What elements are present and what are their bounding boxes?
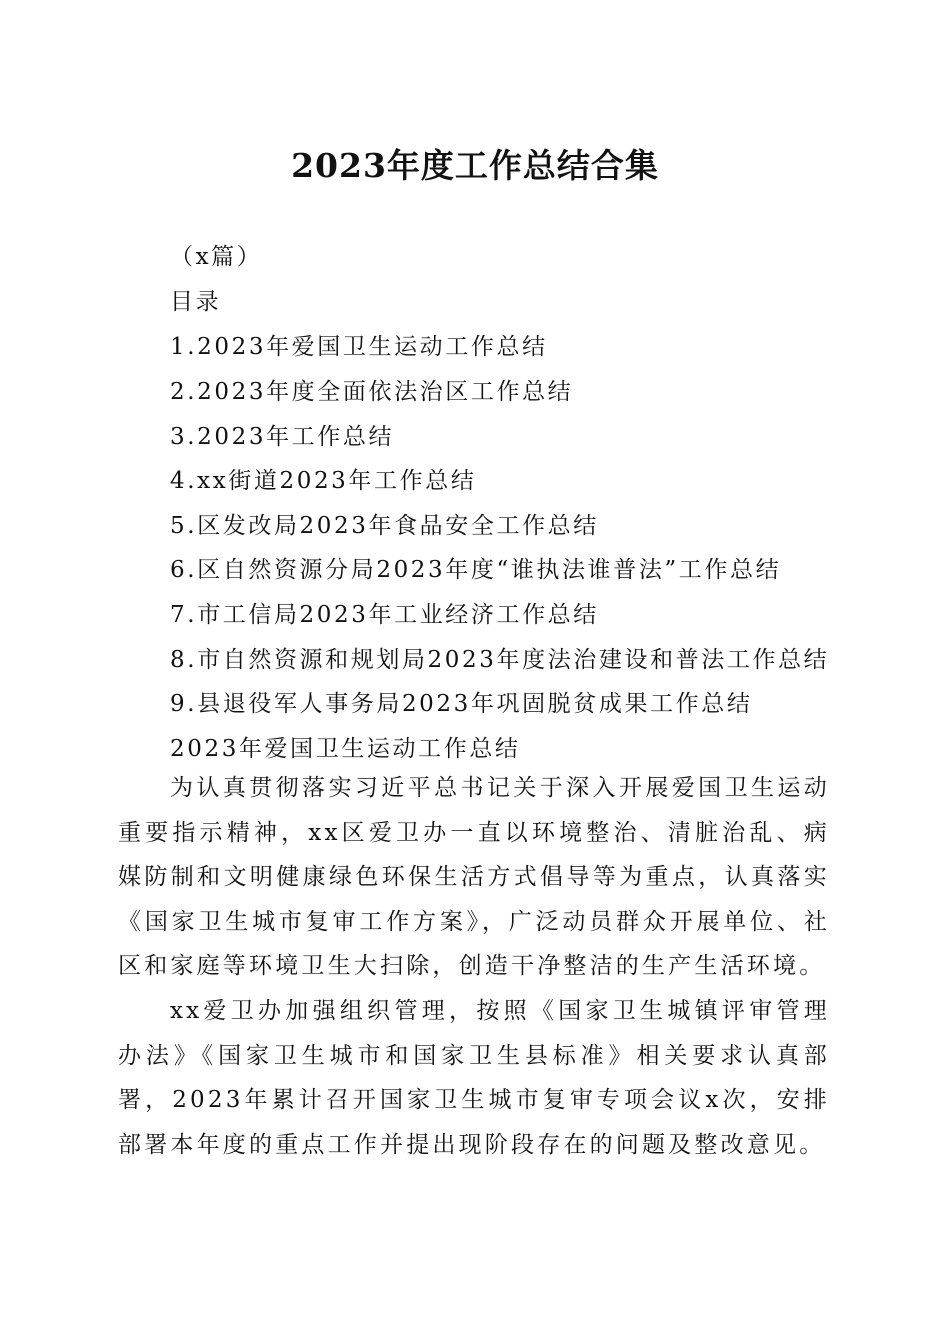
body-paragraph: xx爱卫办加强组织管理，按照《国家卫生城镇评审管理办法》《国家卫生城市和国家卫生县标准》相关要求认真部署，2023年累计召开国家卫生城市复审专项会议x次，安排部署本年度的重点工作并提出现阶段存在的问题及整改意见。 bbox=[118, 998, 830, 1158]
section-title: 2023年爱国卫生运动工作总结 bbox=[170, 736, 521, 762]
toc-item: 5.区发改局2023年食品安全工作总结 bbox=[170, 513, 599, 539]
toc-item: 3.2023年工作总结 bbox=[170, 424, 395, 450]
toc-item: 8.市自然资源和规划局2023年度法治建设和普法工作总结 bbox=[170, 647, 830, 673]
count-note: （x篇） bbox=[170, 244, 263, 270]
toc-item: 1.2023年爱国卫生运动工作总结 bbox=[170, 334, 548, 360]
document-title: 2023年度工作总结合集 bbox=[291, 146, 659, 185]
toc-item: 4.xx街道2023年工作总结 bbox=[170, 468, 477, 494]
toc-item: 9.县退役军人事务局2023年巩固脱贫成果工作总结 bbox=[170, 691, 753, 717]
toc-item: 6.区自然资源分局2023年度“谁执法谁普法”工作总结 bbox=[170, 557, 782, 583]
toc-item: 2.2023年度全面依法治区工作总结 bbox=[170, 379, 574, 405]
body-paragraph: 为认真贯彻落实习近平总书记关于深入开展爱国卫生运动重要指示精神，xx区爱卫办一直以环境整治、清脏治乱、病媒防制和文明健康绿色环保生活方式倡导等为重点，认真落实《国家卫生城市复审工作方案》，广泛动员群众开展单位、社区和家庭等环境卫生大扫除，创造干净整洁的生产生活环境。 bbox=[118, 775, 830, 979]
toc-heading: 目录 bbox=[170, 289, 222, 315]
toc-item: 7.市工信局2023年工业经济工作总结 bbox=[170, 602, 599, 628]
